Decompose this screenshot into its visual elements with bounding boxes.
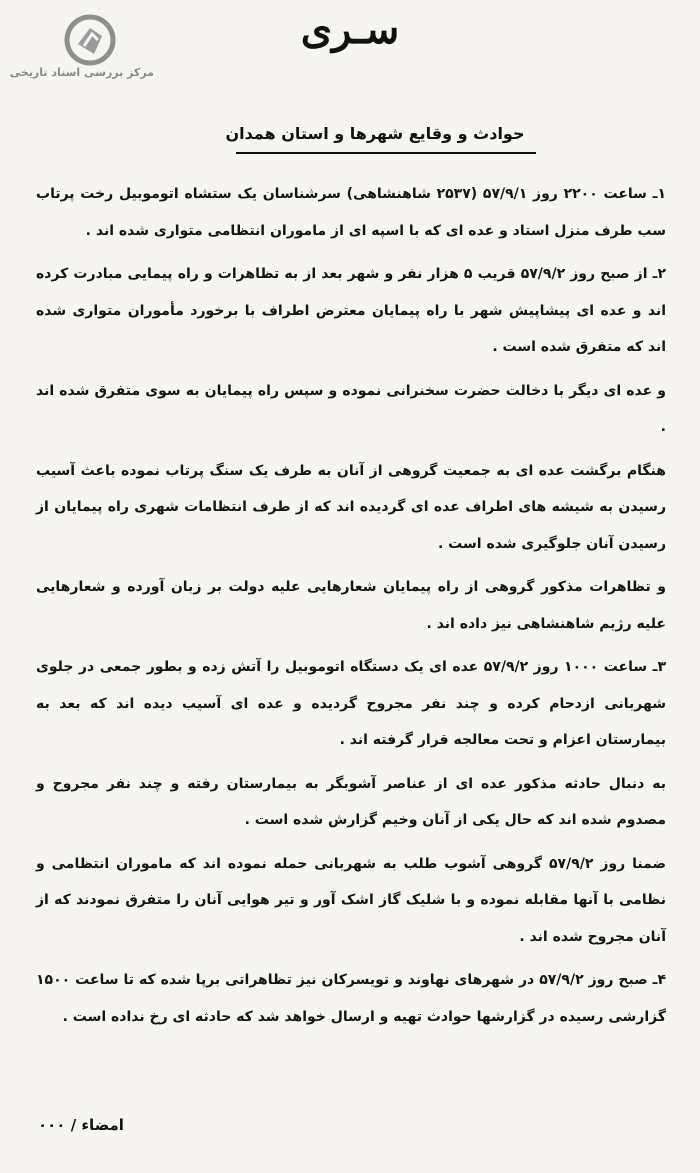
signature-line: امضاء / ۰۰۰ bbox=[38, 1116, 124, 1134]
paragraph-6: ۳ـ ساعت ۱۰۰۰ روز ۵۷/۹/۲ عده ای یک دستگاه اتوموبیل را آتش زده و بطور جمعی در جلوی شهربانی ازدحام کرده و چند نفر مجروح گردیده و عده ای آسیب دیده اند که بعد به بیمارستان اعزام و تحت معالجه قرار گرفته اند . bbox=[36, 659, 666, 748]
paragraph-3: و عده ای دیگر با دخالت حضرت سخنرانی نموده و سپس راه پیمایان به سوی متفرق شده اند . bbox=[36, 382, 666, 435]
heading-underline bbox=[236, 152, 536, 154]
paragraph-1: ۱ـ ساعت ۲۲۰۰ روز ۵۷/۹/۱ (۲۵۳۷ شاهنشاهی) سرشناسان یک ستشاه اتوموبیل رخت پرتاب سب طرف منزل استاد و عده ای که با اسپه ای از ماموران انتظامی متواری شده اند . bbox=[36, 186, 666, 239]
paragraph-8: ضمنا روز ۵۷/۹/۲ گروهی آشوب طلب به شهربانی حمله نموده اند که ماموران انتظامی و نظامی با آنها مقابله نموده و با شلیک گاز اشک آور و تیر هوایی آنان را متفرق نمودند که از آنان مجروح شده اند . bbox=[36, 855, 666, 945]
paragraph-2: ۲ـ از صبح روز ۵۷/۹/۲ قریب ۵ هزار نفر و شهر بعد از به تظاهرات و راه پیمایی مبادرت کرده اند و عده ای پیشاپیش شهر با راه پیمایان معترض اطراف با برخورد مأموران متواری شده اند که متفرق شده است . bbox=[36, 266, 667, 355]
paragraph-4: هنگام برگشت عده ای به جمعیت گروهی از آنان به طرف یک سنگ پرتاب نموده باعث آسیب رسیدن به شیشه های اطراف عده ای گردیده اند که از طرف انتظامات شهری راه پیمایان از رسیدن آنان جلوگیری شده است . bbox=[36, 462, 666, 552]
paragraph-9: ۴ـ صبح روز ۵۷/۹/۲ در شهرهای نهاوند و تویسرکان نیز تظاهراتی برپا شده که تا ساعت ۱۵۰۰ گزارشی رسیده در گزارشها حوادث تهیه و ارسال خواهد شد که حادثه ای رخ نداده است . bbox=[36, 972, 667, 1025]
paragraph-5: و تظاهرات مذکور گروهی از راه پیمایان شعارهایی علیه دولت بر زبان آورده و شعارهایی علیه رژیم شاهنشاهی نیز داده اند . bbox=[36, 579, 666, 632]
classification-stamp: سـرى bbox=[300, 6, 400, 53]
logo-caption: مرکز بررسی اسناد تاریخی bbox=[9, 66, 154, 79]
document-body bbox=[36, 176, 666, 1042]
document-heading: حوادث و وقایع شهرها و استان همدان bbox=[225, 124, 525, 143]
paragraph-7: به دنبال حادثه مذکور عده ای از عناصر آشوبگر به بیمارستان رفته و چند نفر مجروح و مصدوم شده اند که حال یکی از آنان وخیم گزارش شده است . bbox=[36, 775, 666, 828]
